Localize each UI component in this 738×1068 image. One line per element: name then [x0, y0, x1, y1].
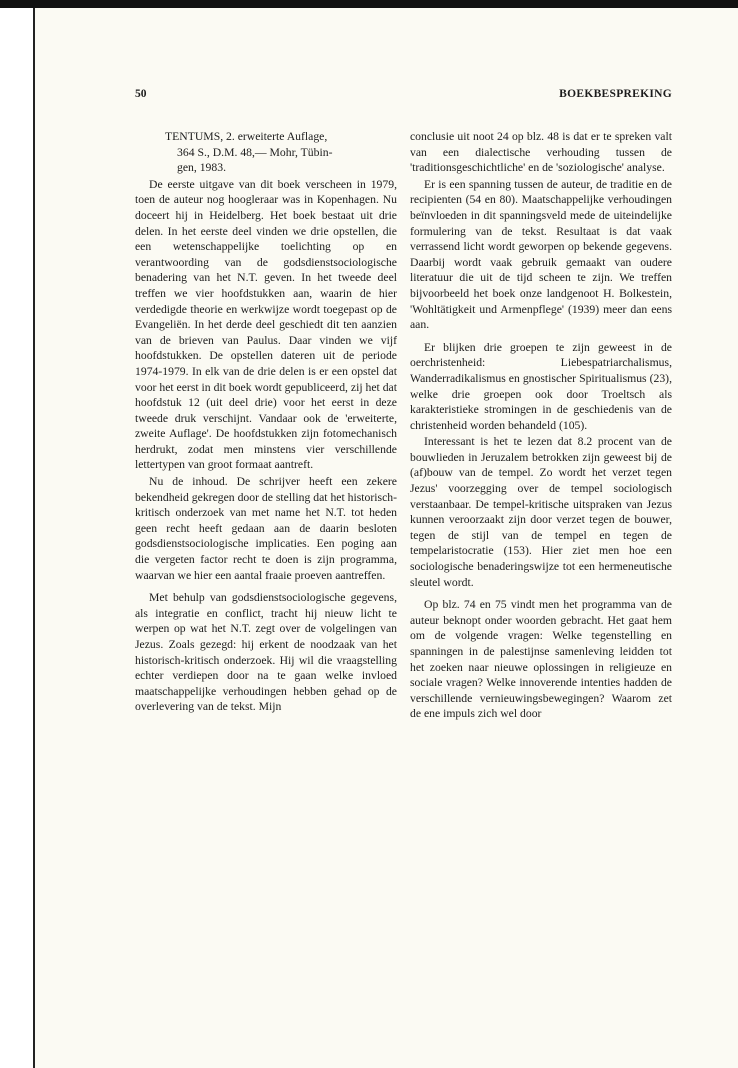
page-number: 50: [135, 88, 147, 100]
page: [35, 8, 738, 1068]
paragraph: conclusie uit noot 24 op blz. 48 is dat er te spreken valt van een dialectische verhouding tussen de 'traditionsgeschichtliche' en de 'soziologische' analyse.: [410, 130, 672, 175]
paragraph: De eerste uitgave van dit boek verscheen in 1979, toen de auteur nog hoogleraar was in Kopenhagen. Nu doceert hij in Heidelberg. Het boek bestaat uit drie delen. In het eerste deel vinden we drie opstellen, die een wetenschappelijke toelichting op en verantwoording van de godsdienstsociologische benadering van het N.T. geven. In het tweede deel treffen we vier hoofdstukken aan, waarin de hier verdedigde theorie en werkwijze wordt toegepast op de Evangeliën. In het derde deel geschiedt dit ten aanzien van de brieven van Paulus. Daar vinden we vijf hoofdstukken. De opstellen dateren uit de periode 1974-1979. In elk van de drie delen is er een opstel dat voor het eerst in dit boek wordt gepubliceerd, zij het dat hoofdstuk 12 (uit deel drie) voor het eerst in deze tweede druk verschijnt. Vandaar ook de 'erweiterte, zweite Auflage'. De hoofdstukken zijn fotomechanisch herdrukt, zodat men minstens vier verschillende lettertypen van groot formaat aantreft.: [135, 177, 397, 472]
paragraph: Op blz. 74 en 75 vindt men het programma van de auteur beknopt onder woorden gebracht. Het gaat hem om de volgende vragen: Welke tegenstelling en spanningen in de palestijnse samenleving leidden tot het zoeken naar nieuwe oplossingen in religieuze en sociale vragen? Welke innoverende intenties hadden de verschillende vernieuwingsbewegingen? Waarom zet de ene impuls zich wel door: [410, 598, 672, 721]
book-reference: [135, 129, 397, 176]
running-head: [135, 88, 672, 104]
paragraph: Er is een spanning tussen de auteur, de traditie en de recipienten (54 en 80). Maatschappelijke verhoudingen beïnvloeden in dit spanningsveld mede de uiteindelijke formulering van de tekst. Resultaat is dat vaak verrassend licht wordt geworpen op bekende gegevens. Daarbij wordt vaak gebruik gemaakt van oudere literatuur die uit de tijd scheen te zijn. We treffen bijvoorbeeld het boek onze landgenoot H. Bolkestein, 'Wohltätigkeit und Armenpflege' (1939) meer dan eens aan.: [410, 177, 672, 332]
left-column: [135, 129, 397, 715]
paragraph: Interessant is het te lezen dat 8.2 procent van de bouwlieden in Jeruzalem betrokken zijn geweest bij de (af)bouw van de tempel. Zo wordt het verzet tegen Jezus' voorzegging over de tempel sociologisch verstaanbaar. De tempel-kritische uitspraken van Jezus kunnen veroorzaakt zijn door verzet tegen de bouwer, tegen de stijl van de tempel en tegen de tempelaristocratie (153). Hier ziet men hoe een sociologische benaderingswijze tot een hermeneutische sleutel wordt.: [410, 435, 672, 589]
paragraph: Er blijken drie groepen te zijn geweest in de oerchristenheid: Liebespatriarchalismus, Wanderradikalismus en gnostischer Spiritualismus (23), welke drie groepen ook door Troeltsch als karakteristieke stromingen in de geschiedenis van de christenheid worden behandeld (105).: [410, 340, 672, 432]
right-column: [410, 129, 672, 722]
scan-top-border: [0, 0, 738, 8]
reference-line-1: TENTUMS, 2. erweiterte Auflage,: [165, 130, 328, 143]
paragraph: Met behulp van godsdienstsociologische gegevens, als integratie en conflict, tracht hij nieuw licht te werpen op wat het N.T. zegt over de volgelingen van Jezus. Zoals gezegd: hij erkent de noodzaak van het historisch-kritisch onderzoek. Hij wil die vraagstelling echter verdiepen door na te gaan welke invloed maatschappelijke verhoudingen hebben gehad op de overlevering van de tekst. Mijn: [135, 591, 397, 714]
reference-line-3: gen, 1983.: [177, 161, 227, 175]
section-title: BOEKBESPREKING: [559, 88, 672, 100]
paragraph: Nu de inhoud. De schrijver heeft een zekere bekendheid gekregen door de stelling dat het historisch-kritisch onderzoek van met name het N.T. tot heden geen recht heeft gedaan aan de daarin besloten godsdienstsociologische implicaties. Een poging aan die vergeten factor recht te doen is zijn programma, waarvan we hier een aantal fraaie proeven aantreffen.: [135, 475, 397, 582]
reference-line-2: 364 S., D.M. 48,— Mohr, Tübin-: [177, 145, 333, 159]
